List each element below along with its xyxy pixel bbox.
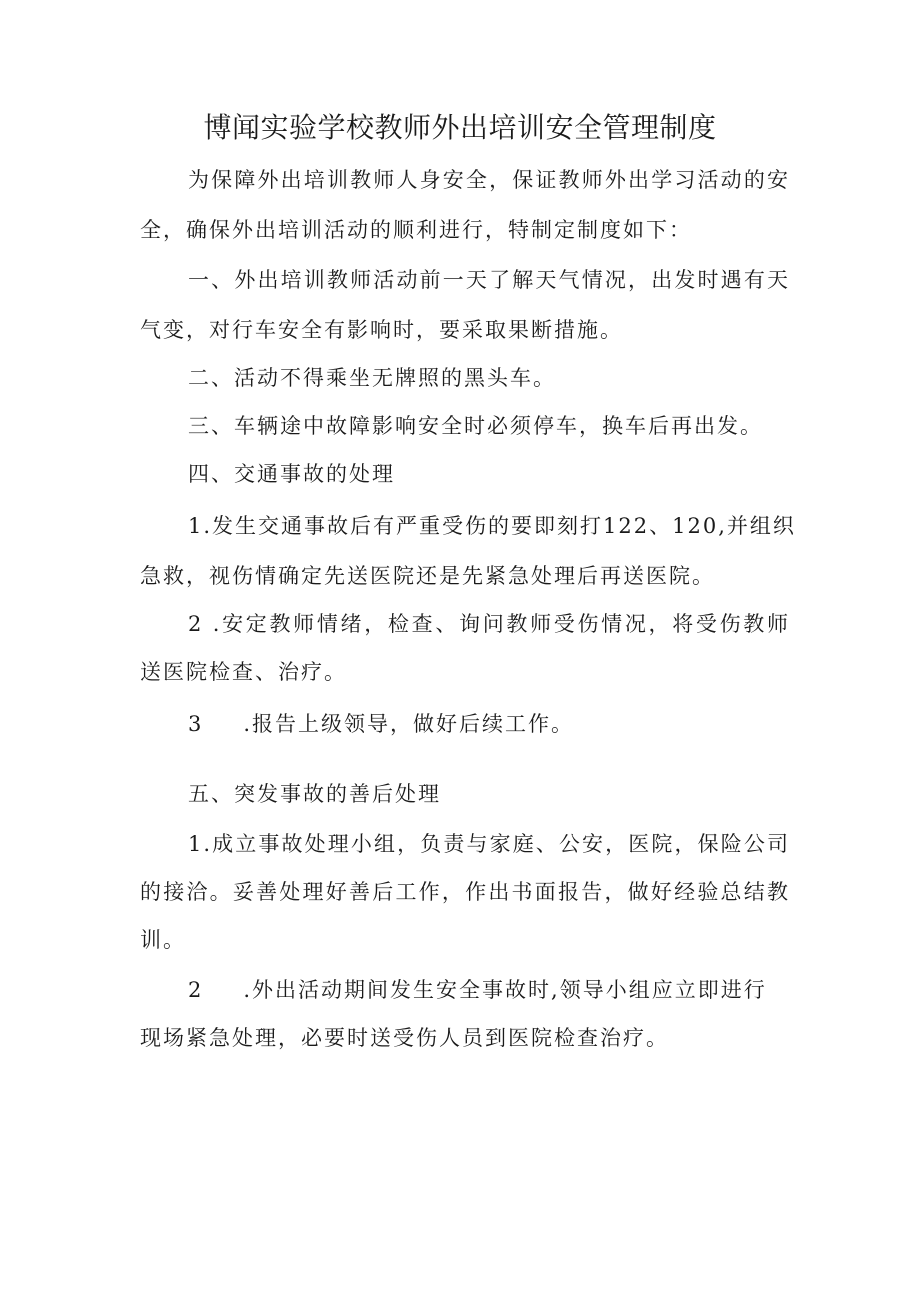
- intro-line-2: 全，确保外出培训活动的顺利进行，特制定制度如下：: [140, 218, 692, 242]
- item4-2-line-2: 送医院检查、治疗。: [140, 660, 347, 684]
- item4-1-line-2: 急救，视伤情确定先送医院还是先紧急处理后再送医院。: [140, 564, 715, 588]
- item1-line-1: 一、外出培训教师活动前一天了解天气情况，出发时遇有天: [188, 268, 790, 292]
- item4-1-line-1: 1.发生交通事故后有严重受伤的要即刻打122、120,并组织: [188, 514, 796, 538]
- item1-line-2: 气变，对行车安全有影响时，要采取果断措施。: [140, 318, 623, 342]
- item4-3-number: 3: [188, 712, 204, 736]
- item3-text: 三、车辆途中故障影响安全时必须停车，换车后再出发。: [188, 414, 763, 438]
- item5-1-line-1: 1.成立事故处理小组，负责与家庭、公安，医院，保险公司: [188, 832, 790, 856]
- item4-2-line-1: 2 .安定教师情绪，检查、询问教师受伤情况，将受伤教师: [188, 612, 790, 636]
- item5-heading: 五、突发事故的善后处理: [188, 782, 441, 806]
- document-title: 博闻实验学校教师外出培训安全管理制度: [203, 111, 717, 144]
- item4-3-text: .报告上级领导，做好后续工作。: [243, 712, 575, 736]
- intro-line-1: 为保障外出培训教师人身安全，保证教师外出学习活动的安: [188, 168, 790, 192]
- item5-2-text: .外出活动期间发生安全事故时,领导小组应立即进行: [243, 978, 767, 1002]
- item5-1-line-2: 的接洽。妥善处理好善后工作，作出书面报告，做好经验总结教: [140, 880, 790, 904]
- item5-2-line-2: 现场紧急处理，必要时送受伤人员到医院检查治疗。: [140, 1026, 669, 1050]
- item5-2-number: 2: [188, 978, 204, 1002]
- item4-heading: 四、交通事故的处理: [188, 462, 395, 486]
- item2-text: 二、活动不得乘坐无牌照的黑头车。: [188, 366, 556, 390]
- item5-1-line-3: 训。: [140, 928, 186, 952]
- item4-3-line: [188, 709, 790, 739]
- item5-2-line-1: [188, 975, 790, 1005]
